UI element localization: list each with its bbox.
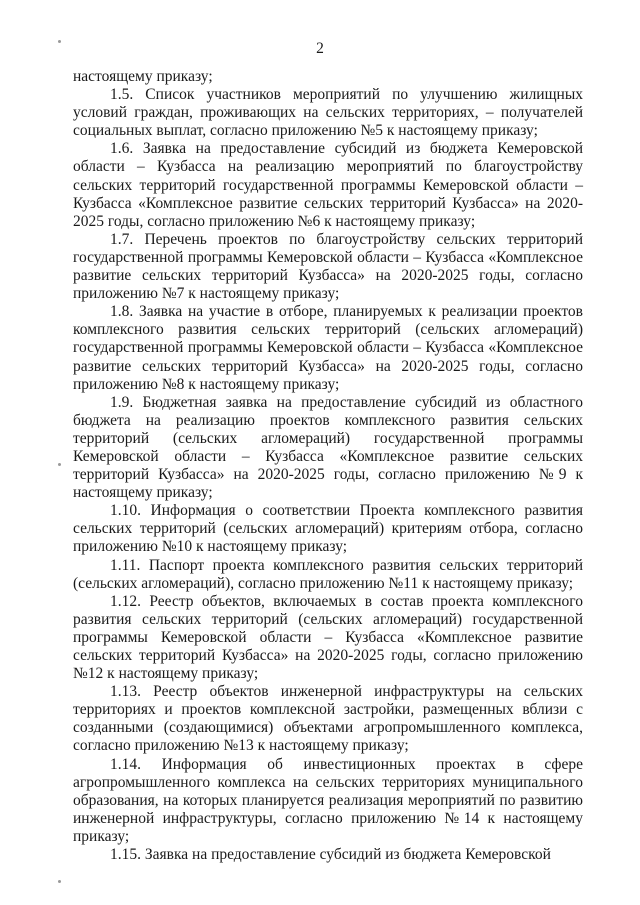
scan-artifact	[58, 880, 61, 883]
paragraph-1-9: 1.9. Бюджетная заявка на предоставление субсидий из областного бюджета на реализацию проектов комплексного развития сельских территорий (сельских агломераций) государственной программы Кемеровской области – Кузбасса «Комплексное развитие сельских территорий Кузбасса» на 2020-2025 годы, согласно приложению №9 к настоящему приказу;	[73, 393, 583, 502]
page-number: 2	[316, 40, 324, 57]
paragraph-1-12: 1.12. Реестр объектов, включаемых в состав проекта комплексного развития сельских территорий (сельских агломераций) государственной программы Кемеровской области – Кузбасса «Комплексное развитие сельских территорий Кузбасса» на 2020-2025 годы, согласно приложению №12 к настоящему приказу;	[73, 592, 583, 683]
scan-artifact	[58, 463, 61, 466]
document-body	[73, 68, 583, 864]
paragraph-1-14: 1.14. Информация об инвестиционных проектах в сфере агропромышленного комплекса на сельских территориях муниципального образования, на которых планируется реализация мероприятий по развитию инженерной инфраструктуры, согласно приложению №14 к настоящему приказу;	[73, 755, 583, 845]
paragraph-1-6: 1.6. Заявка на предоставление субсидий из бюджета Кемеровской области – Кузбасса на реализацию мероприятий по благоустройству сельских территорий государственной программы Кемеровской области – Кузбасса «Комплексное развитие сельских территорий Кузбасса» на 2020-2025 годы, согласно приложению №6 к настоящему приказу;	[73, 140, 583, 230]
paragraph-1-10: 1.10. Информация о соответствии Проекта комплексного развития сельских территорий (сельских агломераций) критериям отбора, согласно приложению №10 к настоящему приказу;	[73, 502, 583, 556]
paragraph-1-5: 1.5. Список участников мероприятий по улучшению жилищных условий граждан, проживающих на сельских территориях, – получателей социальных выплат, согласно приложению №5 к настоящему приказу;	[73, 86, 583, 140]
paragraph-continuation: настоящему приказу;	[73, 68, 213, 85]
paragraph-1-8: 1.8. Заявка на участие в отборе, планируемых к реализации проектов комплексного развития сельских территорий (сельских агломераций) государственной программы Кемеровской области – Кузбасса «Комплексное развитие сельских территорий Кузбасса» на 2020-2025 годы, согласно приложению №8 к настоящему приказу;	[73, 303, 583, 393]
paragraph-1-7: 1.7. Перечень проектов по благоустройству сельских территорий государственной программы Кемеровской области – Кузбасса «Комплексное развитие сельских территорий Кузбасса» на 2020-2025 годы, согласно приложению №7 к настоящему приказу;	[73, 230, 583, 303]
paragraph-1-13: 1.13. Реестр объектов инженерной инфраструктуры на сельских территориях и проектов комплексной застройки, размещенных вблизи с созданными (создающимися) объектами агропромышленного комплекса, согласно приложению №13 к настоящему приказу;	[73, 683, 583, 755]
paragraph-1-11: 1.11. Паспорт проекта комплексного развития сельских территорий (сельских агломераций), согласно приложению №11 к настоящему приказу;	[73, 556, 583, 592]
scan-artifact	[58, 40, 61, 43]
paragraph-1-15: 1.15. Заявка на предоставление субсидий из бюджета Кемеровской	[110, 846, 551, 864]
